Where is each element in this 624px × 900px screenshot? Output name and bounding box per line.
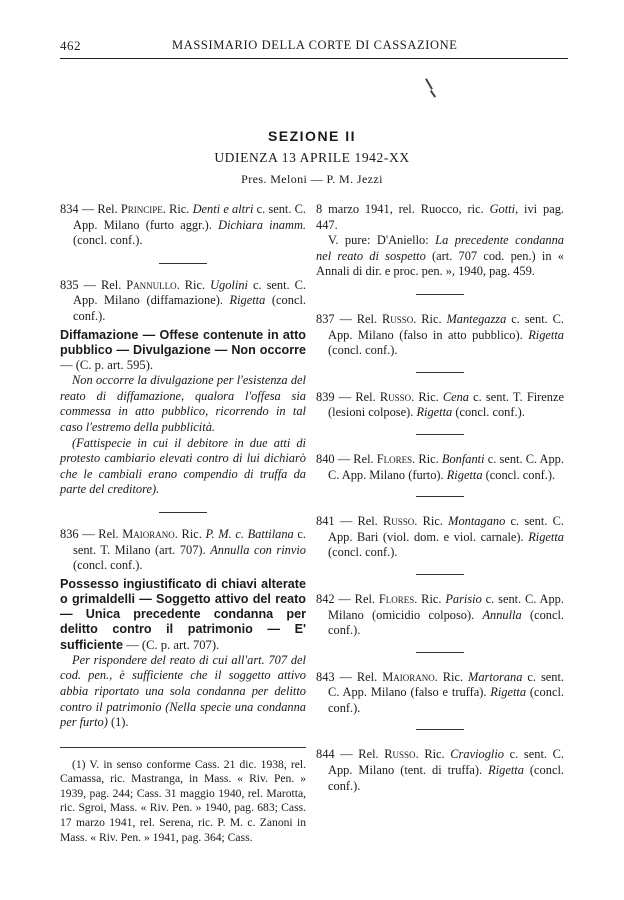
entry-841: 841 — Rel. Russo. Ric. Montagano c. sent. C. App. Bari (viol. dom. e viol. carnale). Rigetta (concl. conf.).	[316, 514, 565, 560]
ink-speck	[430, 90, 436, 97]
hearing-date: UDIENZA 13 APRILE 1942-XX	[214, 150, 410, 165]
entry-840: 840 — Rel. Flores. Ric. Bonfanti c. sent. C. App. C. App. Milano (furto). Rigetta (concl. conf.).	[316, 451, 564, 482]
entry-836: 836 — Rel. Maiorano. Ric. P. M. c. Battilana c. sent. T. Milano (art. 707). Annulla con rinvio (concl. conf.).	[60, 526, 306, 573]
entry-835: 835 — Rel. Pannullo. Ric. Ugolini c. sent. C. App. Milano (diffamazione). Rigetta (concl. conf.).	[60, 277, 306, 323]
entry-842: 842 — Rel. Flores. Ric. Parisio c. sent. C. App. Milano (omicidio colposo). Annulla (concl. conf.).	[316, 591, 564, 638]
entry-836-maxim: Per rispondere del reato di cui all'art. 707 del cod. pen., è sufficiente che il soggetto attivo abbia riportato una sola condanna per delitto contro il patrimonio (Nella specie una condanna per furto) (1).	[60, 652, 306, 730]
running-header	[60, 38, 566, 60]
entry-835-topic: Diffamazione — Offese contenute in atto pubblico — Divulgazione — Non occorre — (C. p. art. 595).	[60, 327, 306, 372]
entry-844: 844 — Rel. Russo. Ric. Cravioglio c. sent. C. App. Milano (tent. di truffa). Rigetta (concl. conf.).	[316, 747, 565, 793]
footnote-see-also: V. pure: D'Aniello: La precedente condanna nel reato di sospetto (art. 707 cod. pen.) in « Annali di dir. e proc. pen. », 1940, pag. 459.	[316, 233, 564, 279]
entry-834: 834 — Rel. Principe. Ric. Denti e altri c. sent. C. App. Milano (furto aggr.). Dichiara inamm. (concl. conf.).	[60, 202, 307, 248]
left-column	[60, 202, 306, 845]
entry-843: 843 — Rel. Maiorano. Ric. Martorana c. sent. C. App. Milano (falso e truffa). Rigetta (concl. conf.).	[316, 669, 564, 715]
header-rule	[60, 58, 568, 59]
footnote-1: (1) V. in senso conforme Cass. 21 dic. 1938, rel. Camassa, ric. Mastranga, in Mass. « Riv. Pen. » 1939, pag. 244; Cass. 31 maggio 1940, rel. Marotta, ric. Sgroi, Mass. « Riv. Pen. » 1940, pag. 683; Cass. 17 marzo 1941, rel. Serena, ric. P. M. c. Zanoni in Mass. « Riv. Pen. » 1941, pag. 364; Cass.	[60, 757, 306, 844]
ink-speck	[425, 78, 433, 89]
entry-836-topic: Possesso ingiustificato di chiavi alterate o grimaldelli — Soggetto attivo del reato — Unica precedente condanna per delitto contro il patrimonio — E' sufficiente — (C. p. art. 707).	[60, 576, 306, 652]
presiding-judges: Pres. Meloni — P. M. Jezzi	[241, 172, 383, 186]
footnote-rule	[60, 747, 306, 748]
entry-835-note: (Fattispecie in cui il debitore in due atti di protesto cambiario elevati contro di lui dichiarò che le cambiali erano compendio di truffa da parte del creditore).	[60, 435, 306, 497]
right-column	[316, 202, 564, 794]
entry-839: 839 — Rel. Russo. Ric. Cena c. sent. T. Firenze (lesioni colpose). Rigetta (concl. conf.).	[316, 389, 565, 420]
section-title: SEZIONE II	[267, 128, 357, 144]
entry-837: 837 — Rel. Russo. Ric. Mantegazza c. sent. C. App. Milano (falso in atto pubblico). Rigetta (concl. conf.).	[316, 311, 565, 358]
footnote-continuation: 8 marzo 1941, rel. Ruocco, ric. Gotti, ivi pag. 447.	[316, 202, 564, 232]
running-title: MASSIMARIO DELLA CORTE DI CASSAZIONE	[172, 38, 458, 52]
entry-835-maxim: Non occorre la divulgazione per l'esistenza del reato di diffamazione, qualora l'offesa sia commessa in atto pubblico, ricorrendo in tal caso l'estremo della pubblicità.	[60, 373, 306, 434]
page-number: 462	[60, 38, 81, 53]
